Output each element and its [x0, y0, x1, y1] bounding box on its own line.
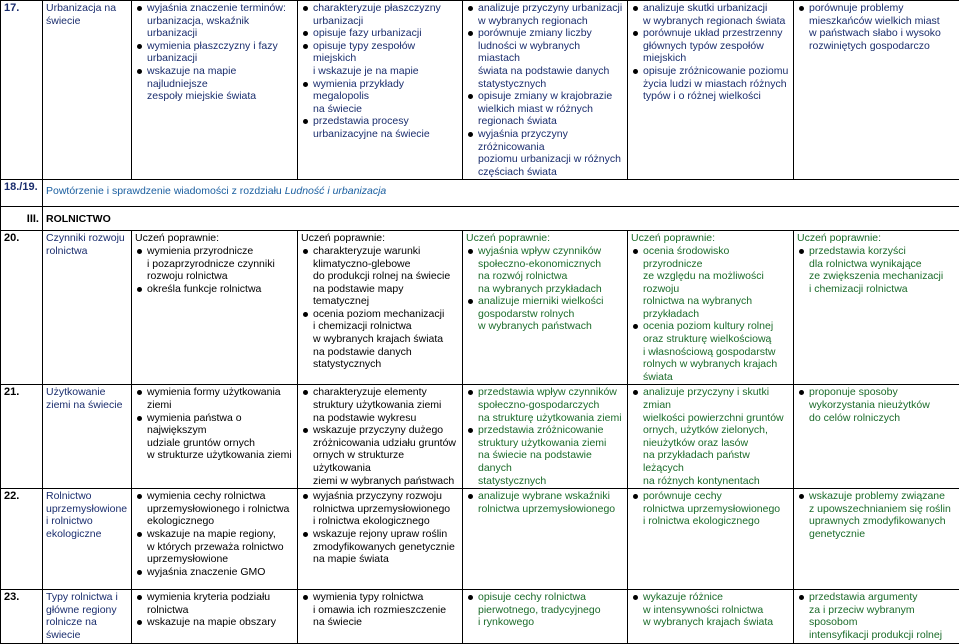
- list-item: charakteryzuje płaszczyzny: [301, 2, 459, 15]
- req-col-3: [463, 231, 628, 385]
- row-topic: Typy rolnictwa i główne regiony rolnicze na świecie: [43, 590, 132, 643]
- row-number: 18./19.: [1, 180, 43, 207]
- list-item: analizuje wybrane wskaźniki: [466, 490, 624, 503]
- row-topic: Rolnictwo uprzemysłowione i rolnictwo ekologiczne: [43, 489, 132, 590]
- requirement-list: [301, 386, 459, 487]
- list-item-continuation: do produkcji rolnej na świecie: [301, 270, 459, 283]
- list-item-continuation: gospodarstw rolnych: [466, 308, 624, 321]
- list-item: opisuje cechy rolnictwa: [466, 591, 624, 604]
- list-item-continuation: mieszkańców wielkich miast: [797, 15, 956, 28]
- list-item-continuation: w wybranych państwach: [466, 320, 624, 333]
- list-item-continuation: ornych w strukturze użytkowania: [301, 449, 459, 474]
- req-col-2: [298, 489, 463, 590]
- list-item: analizuje przyczyny i skutki zmian: [631, 386, 790, 411]
- list-item-continuation: na wybranych przykładach: [466, 283, 624, 296]
- list-item: przedstawia korzyści: [797, 245, 956, 258]
- list-item-continuation: oraz strukturę wielkościową: [631, 333, 790, 346]
- requirement-list: [301, 490, 459, 566]
- list-item-continuation: społeczno-gospodarczych: [466, 399, 624, 412]
- list-item-continuation: urbanizacji: [135, 52, 294, 65]
- list-item-continuation: i rolnictwa ekologicznego: [301, 515, 459, 528]
- list-item-continuation: typów i o różnej wielkości: [631, 90, 790, 103]
- requirement-list: [466, 490, 624, 515]
- list-item-continuation: wielkości powierzchni gruntów: [631, 412, 790, 425]
- list-item: ocenia poziom kultury rolnej: [631, 320, 790, 333]
- list-item-continuation: ludności w wybranych miastach: [466, 40, 624, 65]
- list-item-continuation: i chemizacji rolnictwa: [301, 320, 459, 333]
- list-item-continuation: i rolnictwa ekologicznego: [631, 515, 790, 528]
- list-item-continuation: w państwach słabo i wysoko: [797, 27, 956, 40]
- section-title: ROLNICTWO: [43, 207, 959, 231]
- list-header: Uczeń poprawnie:: [631, 232, 790, 245]
- list-header: Uczeń poprawnie:: [135, 232, 294, 245]
- requirement-list: [135, 591, 294, 629]
- list-item-continuation: do celów rolniczych: [797, 412, 956, 425]
- requirement-list: [466, 386, 624, 487]
- list-item: przedstawia zróżnicowanie: [466, 424, 624, 437]
- list-item-continuation: w których przeważa rolnictwo: [135, 541, 294, 554]
- list-item-continuation: na świecie: [301, 103, 459, 116]
- list-item-continuation: poziomu urbanizacji w różnych: [466, 153, 624, 166]
- list-item: opisuje zróżnicowanie poziomu: [631, 65, 790, 78]
- list-item-continuation: przykładach: [631, 308, 790, 321]
- list-item: proponuje sposoby: [797, 386, 956, 399]
- list-item-continuation: życia ludzi w miastach różnych: [631, 78, 790, 91]
- list-item-continuation: na podstawie wykresu: [301, 412, 459, 425]
- review-cell: [43, 180, 959, 207]
- list-item-continuation: i wskazuje je na mapie: [301, 65, 459, 78]
- list-item-continuation: rolnictwa na wybranych: [631, 295, 790, 308]
- list-item-continuation: ziemi: [135, 399, 294, 412]
- req-col-2: [298, 385, 463, 489]
- list-item-continuation: rozwiniętych gospodarczo: [797, 40, 956, 53]
- list-item: opisuje typy zespołów miejskich: [301, 40, 459, 65]
- list-item: wyjaśnia przyczyny rozwoju: [301, 490, 459, 503]
- list-item: analizuje przyczyny urbanizacji: [466, 2, 624, 15]
- req-col-4: [628, 590, 794, 643]
- table-row-review: [1, 180, 959, 207]
- list-item: przedstawia argumenty: [797, 591, 956, 604]
- list-header: Uczeń poprawnie:: [301, 232, 459, 245]
- list-item-continuation: świata na podstawie danych: [466, 65, 624, 78]
- req-col-3: [463, 385, 628, 489]
- list-item: przedstawia procesy: [301, 115, 459, 128]
- list-item-continuation: nieużytków oraz lasów: [631, 437, 790, 450]
- list-item: wymienia cechy rolnictwa: [135, 490, 294, 503]
- list-item: określa funkcje rolnictwa: [135, 283, 294, 296]
- req-col-3: [463, 489, 628, 590]
- list-item: porównuje problemy: [797, 2, 956, 15]
- list-item-continuation: na strukturę użytkowania ziemi: [466, 412, 624, 425]
- req-col-4: [628, 489, 794, 590]
- requirement-list: [135, 490, 294, 578]
- requirement-list: [466, 2, 624, 178]
- list-item-continuation: w intensywności rolnictwa: [631, 604, 790, 617]
- requirement-list: [135, 232, 294, 295]
- table-row-21: [1, 385, 959, 489]
- list-item-continuation: struktury użytkowania ziemi: [466, 437, 624, 450]
- list-item-continuation: na mapie świata: [301, 553, 459, 566]
- list-item-continuation: głównych typów zespołów: [631, 40, 790, 53]
- list-item-continuation: z upowszechnianiem się roślin: [797, 503, 956, 516]
- list-item-continuation: rozwoju rolnictwa: [135, 270, 294, 283]
- list-item-continuation: ornych, użytków zielonych,: [631, 424, 790, 437]
- list-item-continuation: w wybranych krajach świata: [301, 333, 459, 346]
- list-item-continuation: społeczno-ekonomicznych: [466, 258, 624, 271]
- list-item-continuation: w wybranych krajach świata: [631, 616, 790, 629]
- list-item-continuation: częściach świata: [466, 166, 624, 179]
- list-item: wskazuje problemy związane: [797, 490, 956, 503]
- list-item-continuation: i omawia ich rozmieszczenie: [301, 604, 459, 617]
- requirement-list: [135, 386, 294, 462]
- list-item-continuation: statystycznych: [301, 358, 459, 371]
- list-item-continuation: uprzemysłowione: [135, 553, 294, 566]
- list-item-continuation: na przykładach państw leżących: [631, 449, 790, 474]
- list-item-continuation: na rozwój rolnictwa: [466, 270, 624, 283]
- list-item-continuation: intensyfikacji produkcji rolnej: [797, 629, 956, 642]
- list-item-continuation: ze zwiększenia mechanizacji: [797, 270, 956, 283]
- list-item: opisuje fazy urbanizacji: [301, 27, 459, 40]
- table-row-23: [1, 590, 959, 643]
- req-col-4: [628, 385, 794, 489]
- req-col-4: [628, 231, 794, 385]
- req-col-3: [463, 590, 628, 643]
- list-item: wykazuje różnice: [631, 591, 790, 604]
- list-item: analizuje mierniki wielkości: [466, 295, 624, 308]
- list-item: wymienia przykłady megalopolis: [301, 78, 459, 103]
- list-item: wymienia płaszczyzny i fazy: [135, 40, 294, 53]
- requirement-list: [631, 490, 790, 528]
- requirement-list: [631, 386, 790, 487]
- list-item: wyjaśnia przyczyny zróżnicowania: [466, 128, 624, 153]
- row-number: 20.: [1, 231, 43, 385]
- list-item: wskazuje na mapie regiony,: [135, 528, 294, 541]
- review-text: Powtórzenie i sprawdzenie wiadomości z rozdziału Ludność i urbanizacja: [46, 185, 386, 197]
- req-col-5: [794, 489, 959, 590]
- list-item: wymienia kryteria podziału: [135, 591, 294, 604]
- list-item: przedstawia wpływ czynników: [466, 386, 624, 399]
- list-item-continuation: ekologicznego: [135, 515, 294, 528]
- list-item-continuation: na świecie na podstawie danych: [466, 449, 624, 474]
- list-item: opisuje zmiany w krajobrazie: [466, 90, 624, 103]
- list-item: wyjaśnia znaczenie terminów:: [135, 2, 294, 15]
- row-number: 17.: [1, 1, 43, 180]
- list-item-continuation: statystycznych: [466, 78, 624, 91]
- list-item: porównuje zmiany liczby: [466, 27, 624, 40]
- list-item: wskazuje na mapie najludniejsze: [135, 65, 294, 90]
- list-item: charakteryzuje elementy: [301, 386, 459, 399]
- row-number: 23.: [1, 590, 43, 643]
- row-topic: Użytkowanie ziemi na świecie: [43, 385, 132, 489]
- list-item-continuation: i rynkowego: [466, 616, 624, 629]
- list-item-continuation: urbanizacyjne na świecie: [301, 128, 459, 141]
- req-col-2: [298, 1, 463, 180]
- requirement-list: [135, 2, 294, 103]
- list-item-continuation: uprawnych zmodyfikowanych: [797, 515, 956, 528]
- row-number: 21.: [1, 385, 43, 489]
- list-item-continuation: ziemi w wybranych państwach: [301, 475, 459, 488]
- list-item-continuation: uprzemysłowionego i rolnictwa: [135, 503, 294, 516]
- list-item-continuation: dla rolnictwa wynikające: [797, 258, 956, 271]
- req-col-5: [794, 385, 959, 489]
- list-item: porównuje układ przestrzenny: [631, 27, 790, 40]
- list-item: wyjaśnia wpływ czynników: [466, 245, 624, 258]
- list-item-continuation: w strukturze użytkowania ziemi: [135, 449, 294, 462]
- list-item-continuation: na podstawie mapy tematycznej: [301, 283, 459, 308]
- list-item-continuation: zróżnicowania udziału gruntów: [301, 437, 459, 450]
- list-item-continuation: rolnych w wybranych krajach: [631, 358, 790, 371]
- req-col-1: [132, 231, 298, 385]
- list-item-continuation: regionach świata: [466, 115, 624, 128]
- req-col-4: [628, 1, 794, 180]
- list-item: wskazuje przyczyny dużego: [301, 424, 459, 437]
- req-col-2: [298, 231, 463, 385]
- list-item-continuation: i chemizacji rolnictwa: [797, 283, 956, 296]
- list-item: wymienia typy rolnictwa: [301, 591, 459, 604]
- row-topic: Czynniki rozwoju rolnictwa: [43, 231, 132, 385]
- list-item-continuation: rolnictwa uprzemysłowionego: [631, 503, 790, 516]
- list-item-continuation: urbanizacja, wskaźnik urbanizacji: [135, 15, 294, 40]
- list-item: porównuje cechy: [631, 490, 790, 503]
- req-col-5: [794, 1, 959, 180]
- requirement-list: [797, 232, 956, 295]
- list-item-continuation: na podstawie danych: [301, 346, 459, 359]
- requirement-list: [466, 591, 624, 629]
- requirement-list: [631, 2, 790, 103]
- table-row-20: [1, 231, 959, 385]
- list-item-continuation: struktury użytkowania ziemi: [301, 399, 459, 412]
- section-row: [1, 207, 959, 231]
- requirement-list: [797, 2, 956, 52]
- list-item-continuation: zespoły miejskie świata: [135, 90, 294, 103]
- list-item: ocenia poziom mechanizacji: [301, 308, 459, 321]
- list-header: Uczeń poprawnie:: [797, 232, 956, 245]
- list-item-continuation: rolnictwa uprzemysłowionego: [301, 503, 459, 516]
- requirement-list: [301, 591, 459, 629]
- req-col-1: [132, 590, 298, 643]
- list-item-continuation: statystycznych: [466, 475, 624, 488]
- requirement-list: [797, 386, 956, 424]
- list-item: ocenia środowisko przyrodnicze: [631, 245, 790, 270]
- list-item-continuation: miejskich: [631, 52, 790, 65]
- list-item-continuation: na różnych kontynentach: [631, 475, 790, 488]
- req-col-1: [132, 489, 298, 590]
- list-item-continuation: za i przeciw wybranym sposobom: [797, 604, 956, 629]
- list-item-continuation: urbanizacji: [301, 15, 459, 28]
- list-item: wymienia formy użytkowania: [135, 386, 294, 399]
- list-item-continuation: zmodyfikowanych genetycznie: [301, 541, 459, 554]
- list-item-continuation: wielkich miast w różnych: [466, 103, 624, 116]
- list-item-continuation: w wybranych regionach: [466, 15, 624, 28]
- req-col-5: [794, 590, 959, 643]
- list-item: wskazuje na mapie obszary: [135, 616, 294, 629]
- list-item-continuation: genetycznie: [797, 528, 956, 541]
- requirement-list: [797, 490, 956, 540]
- requirement-list: [301, 232, 459, 371]
- list-item-continuation: klimatyczno-glebowe: [301, 258, 459, 271]
- requirement-list: [631, 232, 790, 383]
- requirement-list: [797, 591, 956, 641]
- row-number: 22.: [1, 489, 43, 590]
- section-number: III.: [1, 207, 43, 231]
- list-item-continuation: rolnictwa uprzemysłowionego: [466, 503, 624, 516]
- req-col-1: [132, 385, 298, 489]
- requirement-list: [301, 2, 459, 141]
- list-item-continuation: wykorzystania nieużytków: [797, 399, 956, 412]
- req-col-3: [463, 1, 628, 180]
- list-item-continuation: i własnościową gospodarstw: [631, 346, 790, 359]
- list-item-continuation: rolnictwa: [135, 604, 294, 617]
- requirement-list: [466, 232, 624, 333]
- list-item: wymienia państwa o największym: [135, 412, 294, 437]
- list-item-continuation: świata: [631, 371, 790, 384]
- list-item: charakteryzuje warunki: [301, 245, 459, 258]
- list-header: Uczeń poprawnie:: [466, 232, 624, 245]
- list-item-continuation: udziale gruntów ornych: [135, 437, 294, 450]
- requirement-list: [631, 591, 790, 629]
- row-topic: Urbanizacja na świecie: [43, 1, 132, 180]
- list-item-continuation: i pozaprzyrodnicze czynniki: [135, 258, 294, 271]
- list-item-continuation: na świecie: [301, 616, 459, 629]
- list-item-continuation: pierwotnego, tradycyjnego: [466, 604, 624, 617]
- req-col-2: [298, 590, 463, 643]
- list-item: wskazuje rejony upraw roślin: [301, 528, 459, 541]
- list-item: wyjaśnia znaczenie GMO: [135, 566, 294, 579]
- list-item: analizuje skutki urbanizacji: [631, 2, 790, 15]
- table-row-22: [1, 489, 959, 590]
- list-item-continuation: ze względu na możliwości rozwoju: [631, 270, 790, 295]
- req-col-5: [794, 231, 959, 385]
- list-item-continuation: w wybranych regionach świata: [631, 15, 790, 28]
- req-col-1: [132, 1, 298, 180]
- table-row-17: [1, 1, 959, 180]
- list-item: wymienia przyrodnicze: [135, 245, 294, 258]
